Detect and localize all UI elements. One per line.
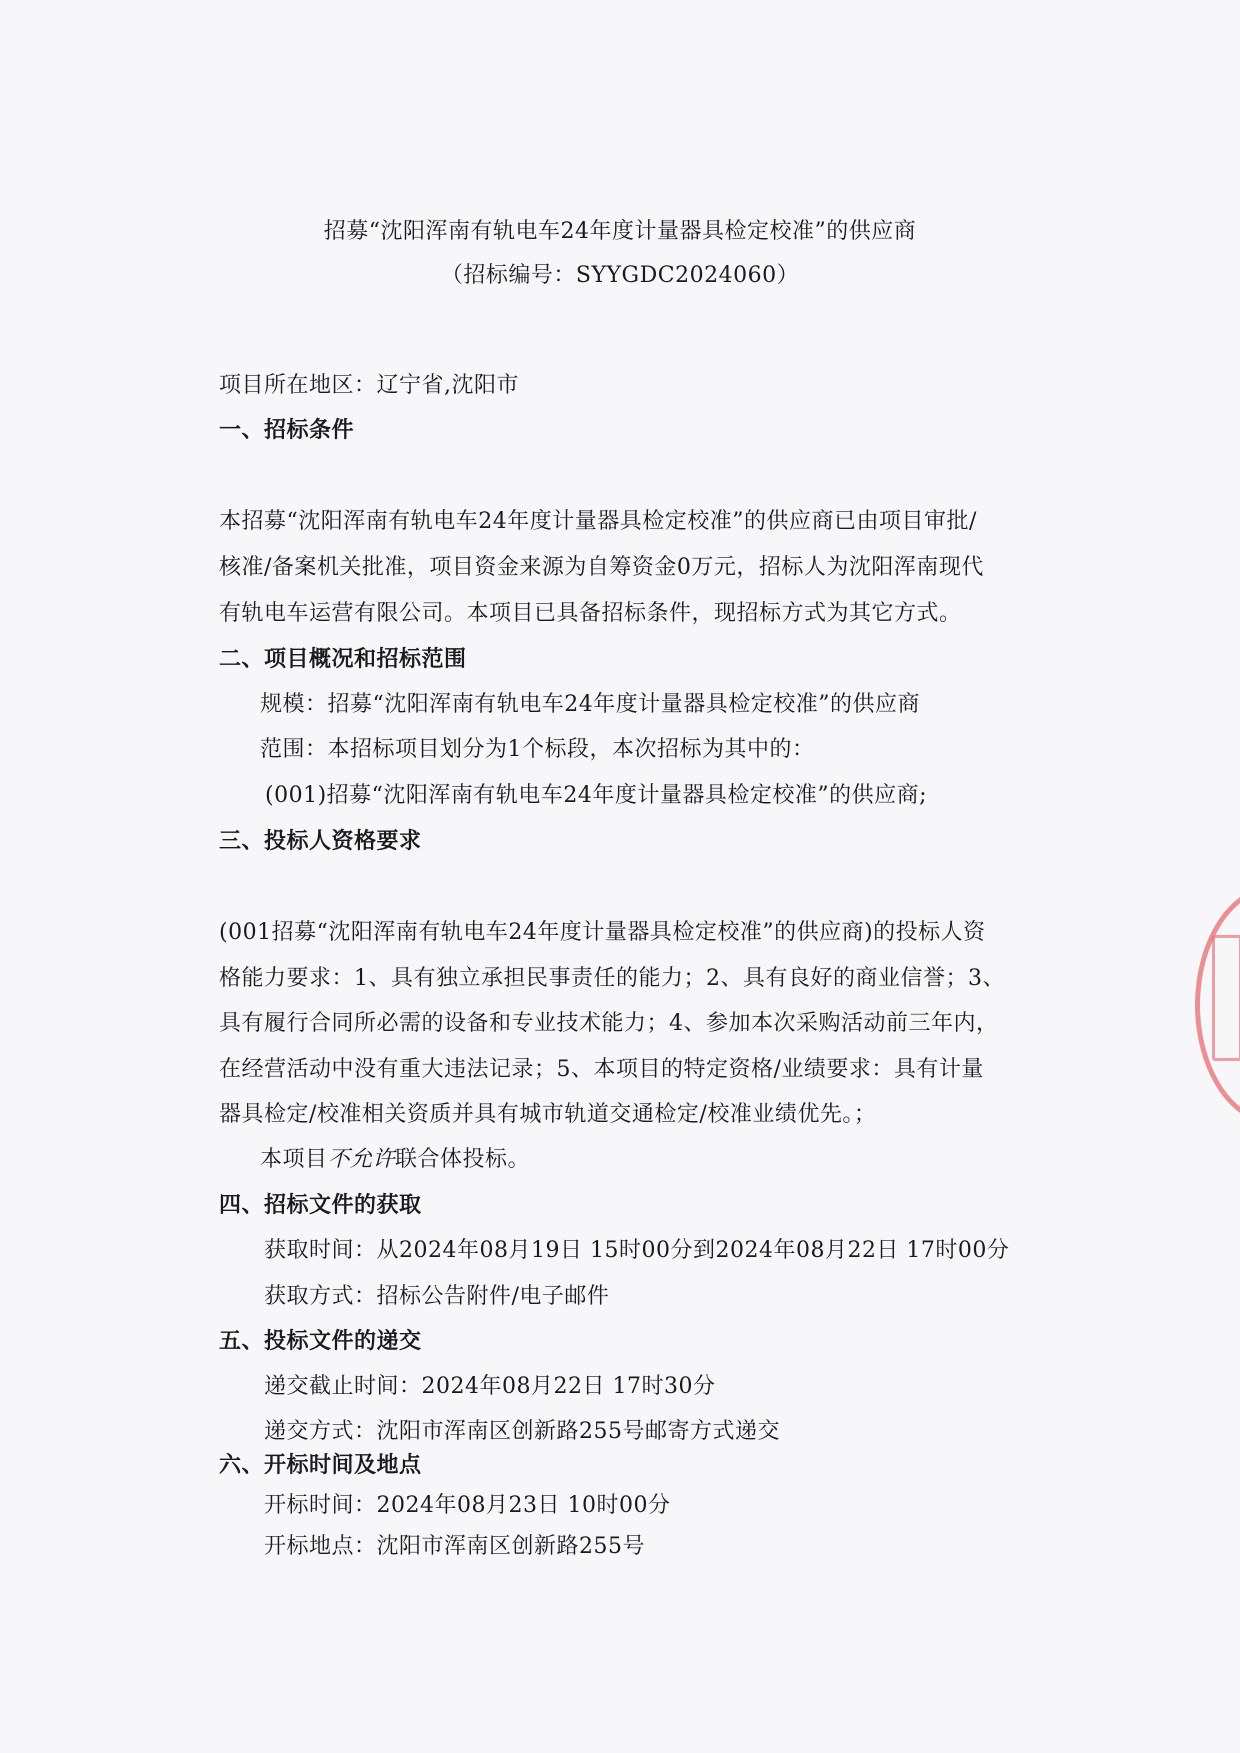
red-seal-inner-mark xyxy=(1212,935,1240,1061)
section-4-method: 获取方式：招标公告附件/电子邮件 xyxy=(264,1284,610,1309)
consortium-note xyxy=(260,1146,530,1174)
section-3-line-2: 格能力要求：1、具有独立承担民事责任的能力；2、具有良好的商业信誉；3、 xyxy=(219,966,1005,991)
section-6-place: 开标地点：沈阳市浑南区创新路255号 xyxy=(264,1534,645,1559)
section-3-line-3: 具有履行合同所必需的设备和专业技术能力；4、参加本次采购活动前三年内， xyxy=(219,1011,999,1036)
section-4-time: 获取时间：从2024年08月19日 15时00分到2024年08月22日 17时00分 xyxy=(264,1238,1010,1263)
section-1-line-3: 有轨电车运营有限公司。本项目已具备招标条件，现招标方式为其它方式。 xyxy=(219,601,962,626)
consortium-emphasis: 不允许 xyxy=(327,1147,396,1172)
document-title: 招募“沈阳浑南有轨电车24年度计量器具检定校准”的供应商 xyxy=(323,219,917,244)
project-location: 项目所在地区：辽宁省,沈阳市 xyxy=(219,373,519,398)
section-1-line-1: 本招募“沈阳浑南有轨电车24年度计量器具检定校准”的供应商已由项目审批/ xyxy=(219,509,977,534)
section-2-range: 范围：本招标项目划分为1个标段，本次招标为其中的： xyxy=(260,737,815,762)
consortium-suffix: 联合体投标。 xyxy=(395,1147,531,1172)
section-2-scale: 规模：招募“沈阳浑南有轨电车24年度计量器具检定校准”的供应商 xyxy=(260,692,920,717)
section-1-line-2: 核准/备案机关批准，项目资金来源为自筹资金0万元，招标人为沈阳浑南现代 xyxy=(219,555,984,580)
section-5-method: 递交方式：沈阳市浑南区创新路255号邮寄方式递交 xyxy=(264,1419,780,1444)
section-heading-6: 六、开标时间及地点 xyxy=(219,1452,422,1478)
section-3-line-5: 器具检定/校准相关资质并具有城市轨道交通检定/校准业绩优先。； xyxy=(219,1102,877,1127)
section-heading-4: 四、招标文件的获取 xyxy=(219,1192,422,1218)
tender-code: （招标编号：SYYGDC2024060） xyxy=(440,263,800,288)
section-2-lot: (001)招募“沈阳浑南有轨电车24年度计量器具检定校准”的供应商; xyxy=(265,783,928,808)
section-heading-1: 一、招标条件 xyxy=(219,417,355,443)
section-heading-3: 三、投标人资格要求 xyxy=(219,828,422,854)
section-heading-2: 二、项目概况和招标范围 xyxy=(219,646,467,672)
section-5-deadline: 递交截止时间：2024年08月22日 17时30分 xyxy=(264,1374,716,1399)
consortium-prefix: 本项目 xyxy=(260,1147,328,1172)
section-3-line-1: (001招募“沈阳浑南有轨电车24年度计量器具检定校准”的供应商)的投标人资 xyxy=(219,920,986,945)
section-heading-5: 五、投标文件的递交 xyxy=(219,1328,422,1354)
section-3-line-4: 在经营活动中没有重大违法记录；5、本项目的特定资格/业绩要求：具有计量 xyxy=(219,1057,984,1082)
section-6-time: 开标时间：2024年08月23日 10时00分 xyxy=(264,1493,671,1518)
